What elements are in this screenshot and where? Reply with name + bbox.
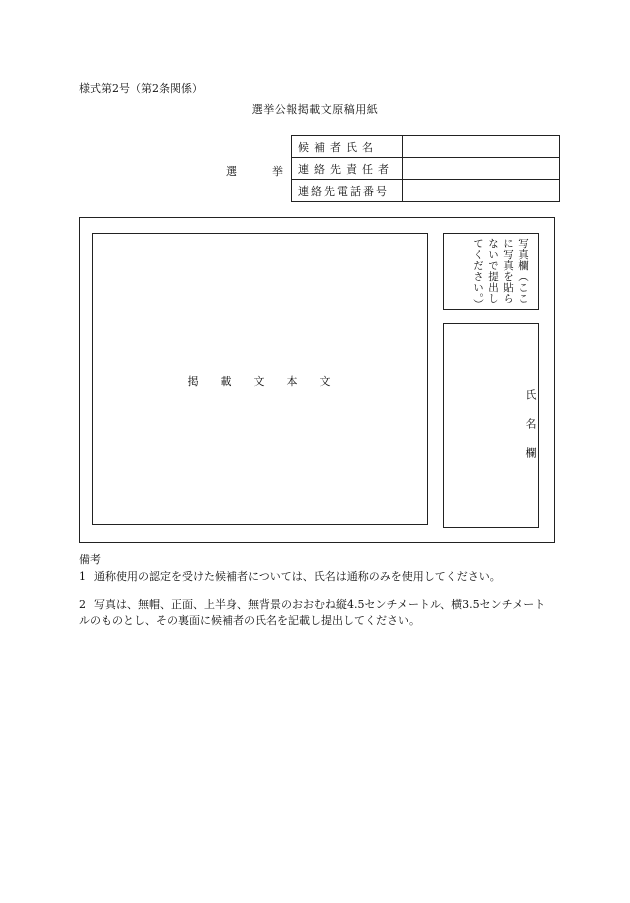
contact-person-label: 連絡先責任者 bbox=[292, 158, 403, 180]
candidate-name-label: 候補者氏名 bbox=[292, 136, 403, 158]
name-box[interactable] bbox=[443, 323, 539, 528]
table-row bbox=[292, 180, 560, 202]
table-row bbox=[292, 136, 560, 158]
note-number: 1 bbox=[79, 570, 86, 583]
candidate-info-table bbox=[291, 135, 560, 202]
note-text: 通称使用の認定を受けた候補者については、氏名は通称のみを使用してください。 bbox=[94, 570, 501, 583]
contact-phone-field[interactable] bbox=[403, 180, 560, 202]
contact-phone-label: 連絡先電話番号 bbox=[292, 180, 403, 202]
photo-box bbox=[443, 233, 539, 310]
name-box-label-text: 氏名欄 bbox=[524, 389, 537, 476]
contact-person-field[interactable] bbox=[403, 158, 560, 180]
note-number: 2 bbox=[79, 598, 86, 611]
candidate-name-field[interactable] bbox=[403, 136, 560, 158]
photo-box-instructions: 写真欄（ここに写真を貼らないで提出してください。） bbox=[472, 238, 529, 310]
article-text-label: 掲載文本文 bbox=[187, 375, 353, 388]
form-number: 様式第2号（第2条関係） bbox=[79, 82, 203, 95]
election-label: 選 挙 bbox=[226, 165, 295, 178]
table-row bbox=[292, 158, 560, 180]
notes-heading: 備考 bbox=[79, 553, 101, 566]
document-title: 選挙公報掲載文原稿用紙 bbox=[251, 103, 379, 116]
note-text: 写真は、無帽、正面、上半身、無背景のおおむね縦4.5センチメートル、横3.5センチメートルのものとし、その裏面に候補者の氏名を記載し提出してください。 bbox=[79, 598, 546, 627]
name-box-label bbox=[444, 389, 538, 479]
note-item bbox=[79, 569, 549, 585]
note-item bbox=[79, 597, 549, 629]
